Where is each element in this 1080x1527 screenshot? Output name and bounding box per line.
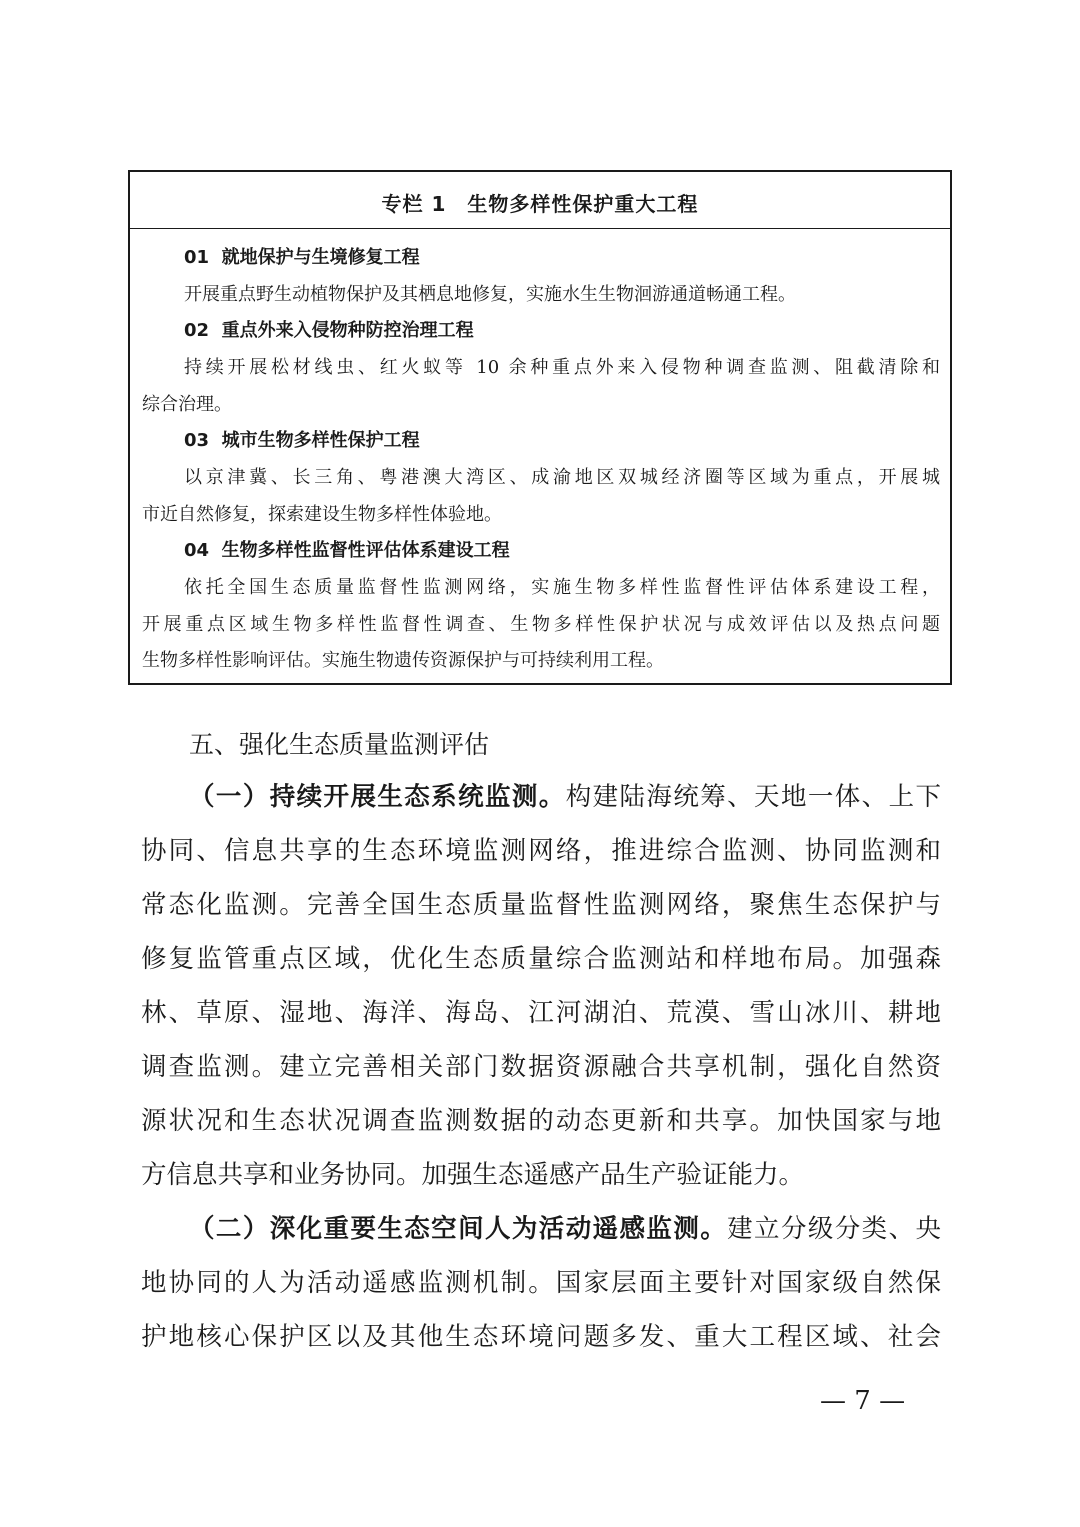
paragraph-text: 建立分级分类、央 [727,1214,941,1244]
paragraph-text: 构建陆海统筹、天地一体、上下 [565,782,941,812]
box-item-text: 开展重点野生动植物保护及其栖息地修复，实施水生生物洄游通道畅通工程。 [184,284,796,305]
paragraph-line: 方信息共享和业务协同。加强生态遥感产品生产验证能力。 [141,1160,805,1190]
box-item-heading: 01 就地保护与生境修复工程 [184,247,420,268]
box-title: 专栏 1 生物多样性保护重大工程 [381,192,699,216]
paragraph-line: 林、草原、湿地、海洋、海岛、江河湖泊、荒漠、雪山冰川、耕地 [141,998,941,1028]
paragraph-line: 地协同的人为活动遥感监测机制。国家层面主要针对国家级自然保 [141,1268,941,1298]
paragraph-line [189,780,941,814]
box-title-row [130,172,950,229]
box-item-text: 市近自然修复，探索建设生物多样性体验地。 [142,504,502,525]
paragraph-line: 常态化监测。完善全国生态质量监督性监测网络，聚焦生态保护与 [141,890,941,920]
paragraph-line: 护地核心保护区以及其他生态环境问题多发、重大工程区域、社会 [141,1322,941,1352]
box-item-text: 以京津冀、长三角、粤港澳大湾区、成渝地区双城经济圈等区域为重点，开展城 [184,467,940,488]
box-item-text: 生物多样性影响评估。实施生物遗传资源保护与可持续利用工程。 [142,650,664,671]
box-item-text: 开展重点区域生物多样性监督性调查、生物多样性保护状况与成效评估以及热点问题 [142,614,940,635]
paragraph-line [189,1212,941,1246]
paragraph-lead: （二）深化重要生态空间人为活动遥感监测。 [189,1214,728,1244]
box-item-heading: 03 城市生物多样性保护工程 [184,430,420,451]
paragraph-line: 调查监测。建立完善相关部门数据资源融合共享机制，强化自然资 [141,1052,941,1082]
box-item-text: 持续开展松材线虫、红火蚁等 10 余种重点外来入侵物种调查监测、阻截清除和 [184,357,940,378]
page-number: — 7 — [820,1386,906,1416]
paragraph-line: 协同、信息共享的生态环境监测网络，推进综合监测、协同监测和 [141,836,941,866]
box-item-text: 依托全国生态质量监督性监测网络，实施生物多样性监督性评估体系建设工程， [184,577,940,598]
box-item-text: 综合治理。 [142,394,232,415]
box-item-heading: 02 重点外来入侵物种防控治理工程 [184,320,474,341]
box-item-heading: 04 生物多样性监督性评估体系建设工程 [184,540,510,561]
paragraph-lead: （一）持续开展生态系统监测。 [189,782,566,812]
section-heading: 五、强化生态质量监测评估 [189,730,490,759]
paragraph-line: 源状况和生态状况调查监测数据的动态更新和共享。加快国家与地 [141,1106,941,1136]
paragraph-line: 修复监管重点区域，优化生态质量综合监测站和样地布局。加强森 [141,944,941,974]
special-column-box [128,170,952,685]
